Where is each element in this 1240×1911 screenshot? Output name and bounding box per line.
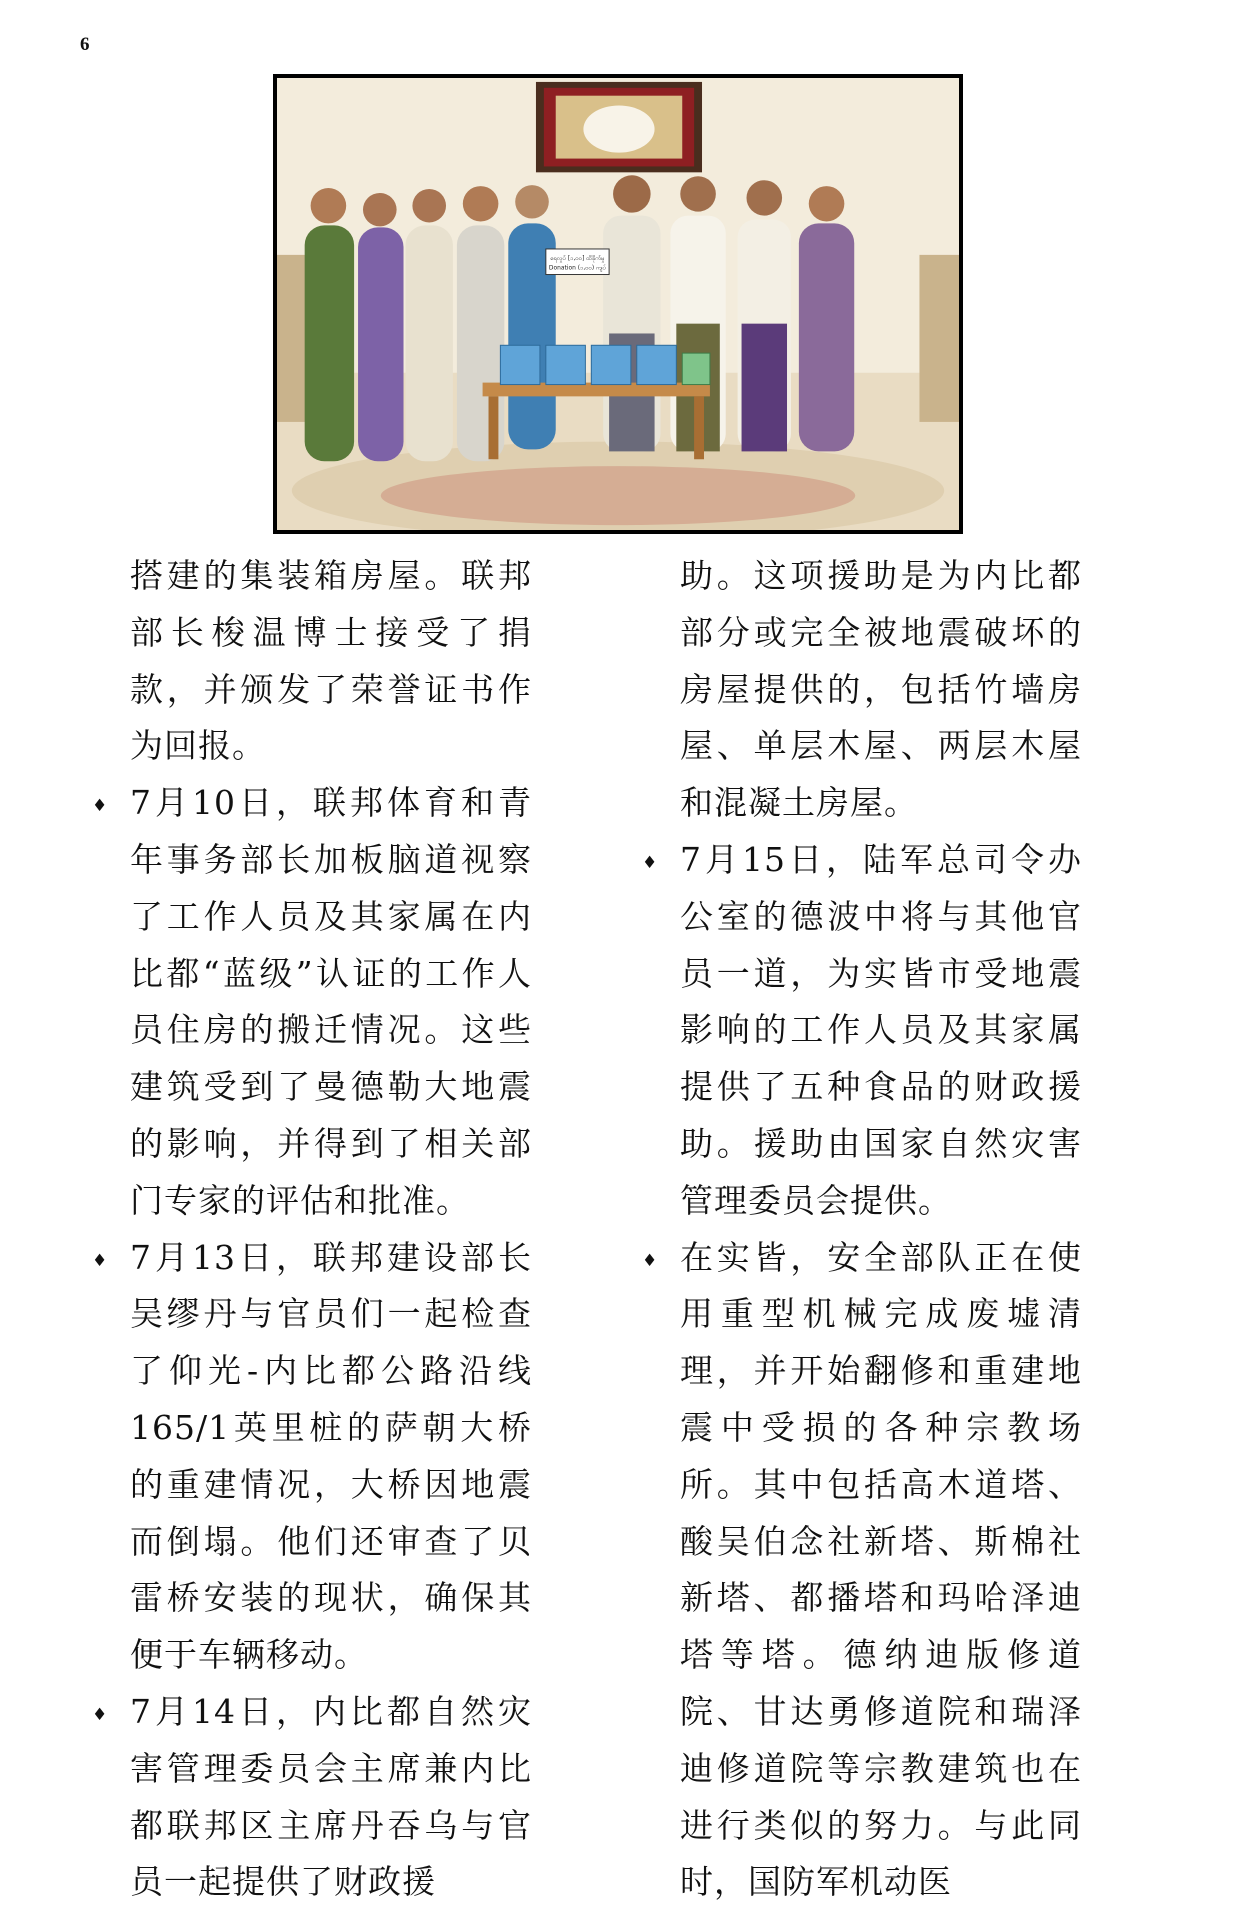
diamond-bullet-icon: ♦ <box>92 796 109 817</box>
bullet-paragraph <box>92 775 532 1229</box>
sign-line-2: Donation (၁,၀၀) ကျပ် <box>548 265 607 272</box>
paragraph-text: 7月14日，内比都自然灾害管理委员会主席兼内比都联邦区主席丹吞乌与官员一起提供了财政援 <box>130 1691 532 1902</box>
photo-icon <box>277 78 959 530</box>
diamond-bullet-icon: ♦ <box>642 852 659 873</box>
bullet-paragraph <box>642 832 1082 1230</box>
diamond-bullet-icon: ♦ <box>92 1250 109 1271</box>
paragraph-text: 7月15日，陆军总司令办公室的德波中将与其他官员一道，为实皆市受地震影响的工作人员及其家属提供了五种食品的财政援助。援助由国家自然灾害管理委员会提供。 <box>680 839 1082 1220</box>
bullet-paragraph <box>642 1230 1082 1911</box>
paragraph-text: 搭建的集装箱房屋。联邦部长梭温博士接受了捐款，并颁发了荣誉证书作为回报。 <box>130 556 532 766</box>
diamond-bullet-icon: ♦ <box>642 1250 659 1271</box>
bullet-paragraph <box>92 1230 532 1684</box>
bullet-paragraph <box>92 1684 532 1911</box>
left-column <box>92 548 532 1911</box>
diamond-bullet-icon: ♦ <box>92 1704 109 1725</box>
paragraph-text: 助。这项援助是为内比都部分或完全被地震破坏的房屋提供的，包括竹墙房屋、单层木屋、两层木屋和混凝土房屋。 <box>680 556 1082 823</box>
paragraph-text: 7月10日，联邦体育和青年事务部长加板脑道视察了工作人员及其家属在内比都“蓝级”认证的工作人员住房的搬迁情况。这些建筑受到了曼德勒大地震的影响，并得到了相关部门专家的评估和批准。 <box>130 783 532 1220</box>
page-number: 6 <box>80 34 90 55</box>
paragraph <box>92 548 532 775</box>
paragraph-text: 在实皆，安全部队正在使用重型机械完成废墟清理，并开始翻修和重建地震中受损的各种宗教场所。其中包括高木道塔、酸吴伯念社新塔、斯棉社新塔、都播塔和玛哈泽迪塔等塔。德纳迪版修道院、甘达勇修道院和瑞泽迪修道院等宗教建筑也在进行类似的努力。与此同时，国防军机动医 <box>680 1237 1082 1902</box>
paragraph-text: 7月13日，联邦建设部长吴缪丹与官员们一起检查了仰光-内比都公路沿线165/1英里桩的萨朝大桥的重建情况，大桥因地震而倒塌。他们还审查了贝雷桥安装的现状，确保其便于车辆移动。 <box>130 1237 532 1675</box>
right-column <box>642 548 1082 1911</box>
paragraph <box>642 548 1082 832</box>
news-photo <box>273 74 963 534</box>
sign-line-1: ရေလှုပ် [၁,၀၀] ထိခိုက်မှု <box>550 255 605 262</box>
